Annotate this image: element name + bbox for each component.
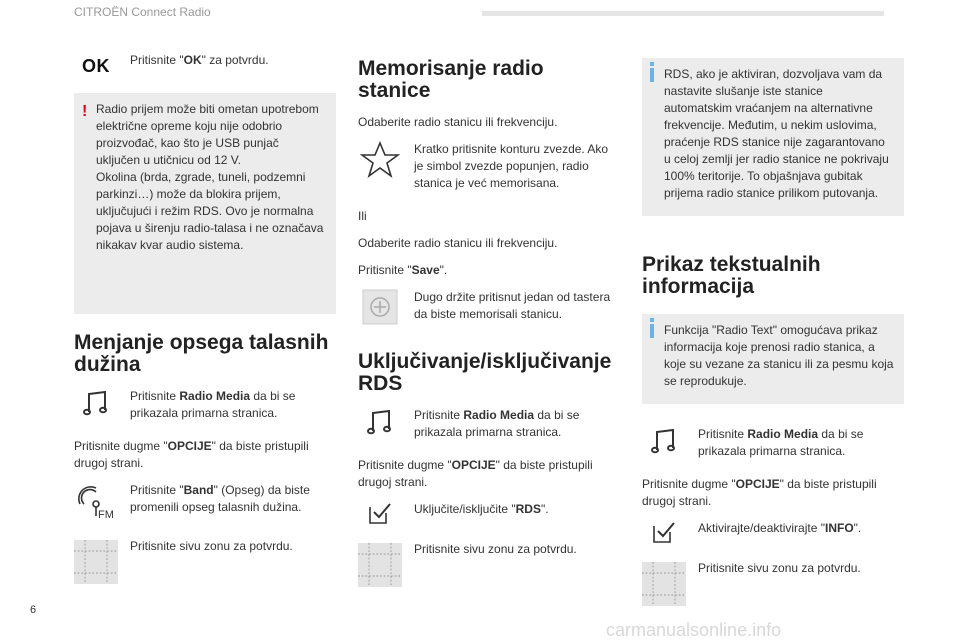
music-note-icon <box>642 426 686 456</box>
watermark: carmanualsonline.info <box>606 620 782 640</box>
ok-step-text: Pritisnite "OK" za potvrdu. <box>130 53 269 67</box>
grey-zone-step <box>74 538 336 586</box>
section-title-rds: Uključivanje/isključivanje RDS <box>358 350 612 395</box>
info-toggle-text: Aktivirajte/deaktivirajte "INFO". <box>698 521 862 535</box>
ok-icon: OK <box>82 56 110 76</box>
column-3 <box>642 52 904 624</box>
warning-icon: ! <box>82 103 88 120</box>
rds-opcije-paragraph: Pritisnite dugme "OPCIJE" da biste pristupili drugoj strani. <box>358 458 593 489</box>
grey-zone-icon <box>642 560 686 608</box>
page-number: 6 <box>30 604 37 616</box>
ok-step <box>74 52 336 77</box>
page-header-title: CITROËN Connect Radio <box>74 5 211 19</box>
radio-text-info: Funkcija "Radio Text" omogućava prikaz informacija koje prenosi radio stanica, a koje su vezane za stanicu ili za pesmu koja se reprodukuje. <box>664 323 894 388</box>
band-step-text: Pritisnite "Band" (Opseg) da biste promenili opseg talasnih dužina. <box>130 483 310 514</box>
hold-step <box>358 289 620 325</box>
rds-toggle-text: Uključite/isključite "RDS". <box>414 502 549 516</box>
ili-text: Ili <box>358 209 367 223</box>
rds-radio-media-step <box>358 407 620 441</box>
column-1 <box>74 52 336 602</box>
info-toggle-step <box>642 520 904 544</box>
warning-text: Radio prijem može biti ometan upotrebom električne opreme koju nije odobrio proizvođač, kao što je USB punjač uključen u utičnicu od 12 V. <box>96 102 319 167</box>
rds-toggle-step <box>358 501 620 525</box>
header-bar <box>482 11 884 16</box>
radio-media-step <box>74 388 336 422</box>
info-radio-media-text: Pritisnite Radio Media da bi se prikazala primarna stranica. <box>698 427 864 458</box>
grey-zone-icon <box>358 541 402 589</box>
rds-radio-media-text: Pritisnite Radio Media da bi se prikazala primarna stranica. <box>414 408 580 439</box>
music-note-icon <box>358 407 402 437</box>
section-title-memorize: Memorisanje radio stanice <box>358 57 544 102</box>
warning-text-2: Okolina (brda, zgrade, tuneli, podzemni parkinzi…) može da blokira prijem, uključujući i režim RDS. Ovo je normalna pojava u širenju radio-talasa i ne označava nikakav kvar audio sistema. <box>96 170 324 252</box>
music-note-icon <box>74 388 118 418</box>
rds-info-text: RDS, ako je aktiviran, dozvoljava vam da nastavite slušanje iste stanice automatskim vraćanjem na alternativne frekvencije. Međutim, u nekim uslovima, praćenje RDS stanice nije zagarantovano u celoj zemlji jer radio stanice ne pokrivaju 100% teritorije. To objašnjava gubitak prijema radio stanice prilikom putovanja. <box>664 67 889 200</box>
checkbox-icon <box>358 501 402 525</box>
svg-text:FM: FM <box>98 509 114 521</box>
radio-media-step-text: Pritisnite Radio Media da bi se prikazala primarna stranica. <box>130 389 296 420</box>
info-grey-zone-step <box>642 560 904 608</box>
info-icon <box>650 68 654 82</box>
section-title-band: Menjanje opsega talasnih dužina <box>74 331 329 376</box>
column-2 <box>358 52 620 605</box>
hold-step-text: Dugo držite pritisnut jedan od tastera da biste memorisali stanicu. <box>414 290 611 321</box>
star-step <box>358 141 620 192</box>
info-icon <box>650 324 654 338</box>
info-opcije-paragraph: Pritisnite dugme "OPCIJE" da biste pristupili drugoj strani. <box>642 477 877 508</box>
rds-grey-zone-step <box>358 541 620 589</box>
star-step-text: Kratko pritisnite konturu zvezde. Ako je simbol zvezde popunjen, radio stanica je već memorisana. <box>414 142 609 190</box>
grey-zone-icon <box>74 538 118 586</box>
star-icon <box>358 141 402 179</box>
band-step <box>74 482 336 522</box>
warning-box <box>74 93 336 314</box>
select-station-1: Odaberite radio stanicu ili frekvenciju. <box>358 115 558 129</box>
checkbox-icon <box>642 520 686 544</box>
rds-grey-zone-text: Pritisnite sivu zonu za potvrdu. <box>414 542 577 556</box>
section-title-text-info: Prikaz tekstualnih informacija <box>642 253 821 298</box>
add-preset-icon <box>358 289 402 325</box>
info-grey-zone-text: Pritisnite sivu zonu za potvrdu. <box>698 561 861 575</box>
info-radio-media-step <box>642 426 904 460</box>
save-paragraph: Pritisnite "Save". <box>358 263 448 277</box>
radio-text-info-box <box>642 314 904 404</box>
grey-zone-text: Pritisnite sivu zonu za potvrdu. <box>130 539 293 553</box>
opcije-paragraph: Pritisnite dugme "OPCIJE" da biste pristupili drugoj strani. <box>74 439 309 470</box>
select-station-2: Odaberite radio stanicu ili frekvenciju. <box>358 236 558 250</box>
fm-antenna-icon <box>74 482 118 522</box>
rds-info-box <box>642 58 904 216</box>
